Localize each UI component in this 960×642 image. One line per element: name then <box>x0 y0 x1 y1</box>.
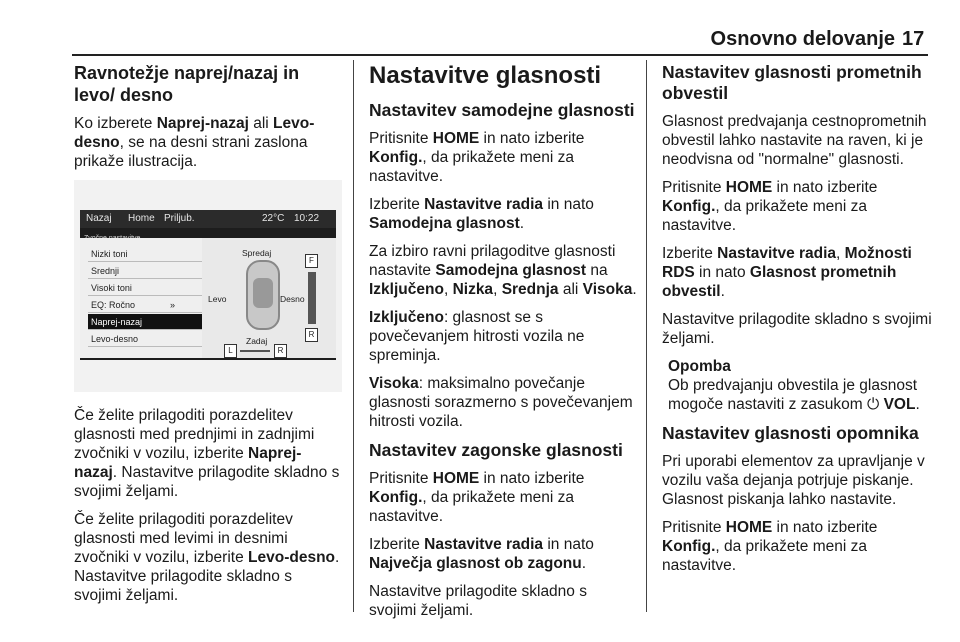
paragraph: Pritisnite HOME in nato izberite Konfig., da prikažete meni za nastavitve. <box>369 470 585 525</box>
bold-term: HOME <box>725 179 773 196</box>
right-box: R <box>274 344 287 358</box>
menu-item: Visoki toni <box>88 280 202 296</box>
bold-term: Možnosti RDS <box>662 245 912 281</box>
bold-term: Izključeno <box>369 281 444 298</box>
sound-settings-screen <box>80 210 336 360</box>
bold-term: Nastavitve radia <box>717 245 837 262</box>
paragraph: Pritisnite HOME in nato izberite Konfig., da prikažete meni za nastavitve. <box>369 130 585 185</box>
subheading-traffic-volume: Nastavitev glasnosti prometnih obvestil <box>662 62 922 103</box>
bold-term: Nizka <box>452 281 494 298</box>
bold-term: VOL <box>883 396 916 413</box>
clock: 10:22 <box>294 213 320 224</box>
infotainment-screenshot-figure <box>74 180 342 392</box>
page-number: 17 <box>902 28 925 50</box>
bold-term: Konfig. <box>662 198 716 215</box>
column-3 <box>662 62 932 584</box>
fader-slider <box>308 272 316 324</box>
column-2 <box>369 62 637 629</box>
running-header-title: Osnovno delovanje <box>710 28 895 50</box>
bold-term: Največja glasnost ob zagonu <box>369 555 582 572</box>
column-divider-1 <box>353 60 354 612</box>
paragraph: Pritisnite HOME in nato izberite Konfig., da prikažete meni za nastavitve. <box>662 179 878 234</box>
paragraph: Izberite Nastavitve radia in nato Samodejna glasnost. <box>369 196 594 232</box>
note-heading: Opomba <box>668 358 731 375</box>
paragraph: Pri uporabi elementov za upravljanje v vozilu vaša dejanja potrjuje piskanje. Glasnost piskanja lahko nastavite. <box>662 453 925 508</box>
paragraph: Če želite prilagoditi porazdelitev glasnosti med levimi in desnimi zvočniki v vozilu, izberite Levo-desno. Nastavitve prilagodite skladno s svojimi željami. <box>74 511 340 604</box>
paragraph: Ko izberete Naprej-nazaj ali Levo-desno, se na desni strani zaslona prikaže ilustracija. <box>74 115 315 170</box>
bold-term: Glasnost prometnih obvestil <box>662 264 897 300</box>
rear-label: Zadaj <box>246 336 268 346</box>
menu-item: Srednji <box>88 263 202 279</box>
front-box: F <box>305 254 318 268</box>
note-text: Ob predvajanju obvestila je glasnost mogoče nastaviti z zasukom ⏻ VOL. <box>668 377 920 413</box>
paragraph: Visoka: maksimalno povečanje glasnosti sorazmerno s povečevanjem hitrosti vozila. <box>369 375 633 430</box>
paragraph: Nastavitve prilagodite skladno s svojimi željami. <box>369 583 587 619</box>
bold-term: Naprej-nazaj <box>156 115 249 132</box>
left-label: Levo <box>208 294 227 304</box>
bold-term: HOME <box>432 130 480 147</box>
paragraph: Izberite Nastavitve radia in nato Največja glasnost ob zagonu. <box>369 536 594 572</box>
paragraph: Izberite Nastavitve radia, Možnosti RDS in nato Glasnost prometnih obvestil. <box>662 245 912 300</box>
bold-term: Levo-desno <box>74 115 315 151</box>
rear-box: R <box>305 328 318 342</box>
menu-item-label: EQ: Ročno <box>91 300 136 310</box>
menu-item <box>88 297 202 313</box>
paragraph: Če želite prilagoditi porazdelitev glasnosti med prednjimi in zadnjimi zvočniki v vozilu, izberite Naprej-nazaj. Nastavitve prilagodite skladno s svojimi željami. <box>74 407 340 500</box>
note-box <box>668 357 932 414</box>
home-tab: Home <box>128 213 155 224</box>
back-tab: Nazaj <box>86 213 112 224</box>
paragraph: Izključeno: glasnost se s povečevanjem hitrosti vozila ne spreminja. <box>369 309 585 364</box>
subheading-chime-volume: Nastavitev glasnosti opomnika <box>662 423 919 443</box>
paragraph: Pritisnite HOME in nato izberite Konfig., da prikažete meni za nastavitve. <box>662 519 878 574</box>
favourites-tab: Priljub. <box>164 213 195 224</box>
chevron-right-icon: » <box>170 300 176 310</box>
subheading-startup-volume: Nastavitev zagonske glasnosti <box>369 440 623 460</box>
subheading-auto-volume: Nastavitev samodejne glasnosti <box>369 100 635 120</box>
bold-term: Samodejna glasnost <box>435 262 587 279</box>
bold-term: Samodejna glasnost <box>369 215 520 232</box>
bold-term: Izključeno <box>369 309 444 326</box>
section-heading-volume: Nastavitve glasnosti <box>369 62 602 89</box>
bold-term: Konfig. <box>369 149 423 166</box>
column-1 <box>74 62 342 614</box>
bold-term: Visoka <box>369 375 419 392</box>
column-divider-2 <box>646 60 647 612</box>
bold-term: Nastavitve radia <box>424 536 544 553</box>
left-box: L <box>224 344 237 358</box>
bold-term: HOME <box>725 519 773 536</box>
car-icon <box>246 260 280 330</box>
balance-slider <box>240 350 270 352</box>
menu-panel <box>80 238 202 358</box>
bold-term: Nastavitve radia <box>424 196 544 213</box>
bold-term: Visoka <box>582 281 633 298</box>
bold-term: Srednja <box>501 281 559 298</box>
paragraph: Nastavitve prilagodite skladno s svojimi željami. <box>662 311 932 347</box>
bold-term: Konfig. <box>369 489 423 506</box>
paragraph: Za izbiro ravni prilagoditve glasnosti nastavite Samodejna glasnost na Izključeno, Nizka, Srednja ali Visoka. <box>369 243 637 298</box>
bold-term: HOME <box>432 470 480 487</box>
section-heading-balance: Ravnotežje naprej/nazaj in levo/ desno <box>74 63 300 105</box>
balance-panel <box>202 238 336 358</box>
bold-term: Konfig. <box>662 538 716 555</box>
temperature: 22°C <box>262 213 285 224</box>
bold-term: Naprej-nazaj <box>74 445 302 481</box>
menu-item: Nizki toni <box>88 246 202 262</box>
front-label: Spredaj <box>242 248 272 258</box>
paragraph: Glasnost predvajanja cestnoprometnih obvestil lahko nastavite na raven, ki je neodvisna od "normalne" glasnosti. <box>662 113 927 168</box>
screen-top-bar <box>80 210 336 228</box>
right-label: Desno <box>280 294 305 304</box>
menu-item-selected: Naprej-nazaj <box>88 314 202 330</box>
bold-term: Levo-desno <box>248 549 335 566</box>
header-rule <box>72 54 928 56</box>
menu-item: Levo-desno <box>88 331 202 347</box>
